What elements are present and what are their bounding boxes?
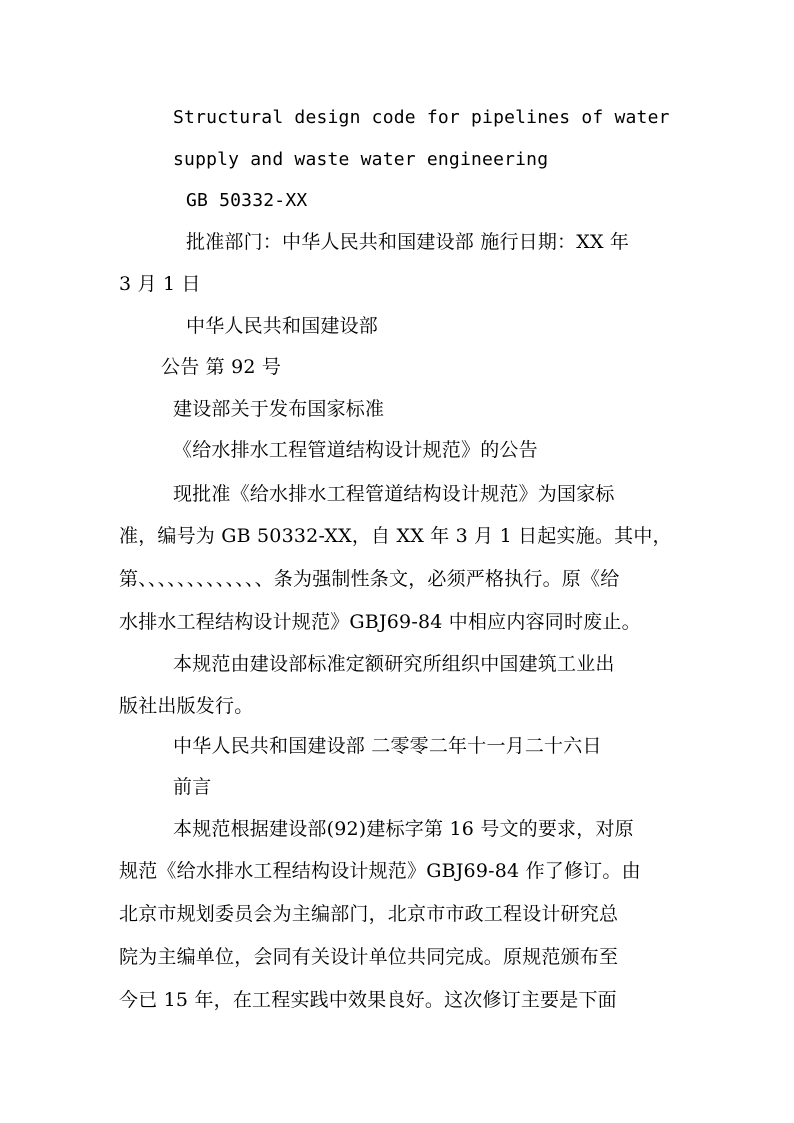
signature-line: 中华人民共和国建设部 二零零二年十一月二十六日 <box>173 735 602 757</box>
paragraph-1-line-1: 现批准《给水排水工程管道结构设计规范》为国家标 <box>173 483 615 505</box>
paragraph-2-line-1: 本规范由建设部标准定额研究所组织中国建筑工业出 <box>173 653 615 675</box>
notice-title-line-2: 《给水排水工程管道结构设计规范》的公告 <box>173 439 538 461</box>
announcement-number: 公告 第 92 号 <box>161 356 282 378</box>
paragraph-3-line-2: 规范《给水排水工程结构设计规范》GBJ69-84 作了修订。由 <box>119 860 641 882</box>
paragraph-2-line-2: 版社出版发行。 <box>119 695 254 717</box>
preface-heading: 前言 <box>173 776 212 798</box>
paragraph-1-line-2: 准，编号为 GB 50332-XX，自 XX 年 3 月 1 日起实施。其中， <box>119 525 672 547</box>
paragraph-1-line-4: 水排水工程结构设计规范》GBJ69-84 中相应内容同时废止。 <box>119 611 641 633</box>
issuer: 中华人民共和国建设部 <box>186 315 379 337</box>
approval-line-1: 批准部门：中华人民共和国建设部 施行日期：XX 年 <box>186 231 630 253</box>
paragraph-1-line-3: 第、、、、、、、、、、、、、条为强制性条文，必须严格执行。原《给 <box>119 568 620 590</box>
english-title-line-1: Structural design code for pipelines of water <box>173 107 670 128</box>
notice-title-line-1: 建设部关于发布国家标准 <box>173 398 385 420</box>
paragraph-3-line-1: 本规范根据建设部(92)建标字第 16 号文的要求，对原 <box>173 818 634 840</box>
paragraph-3-line-5: 今已 15 年，在工程实践中效果良好。这次修订主要是下面 <box>119 989 617 1011</box>
paragraph-3-line-4: 院为主编单位，会同有关设计单位共同完成。原规范颁布至 <box>119 946 619 968</box>
english-title-line-2: supply and waste water engineering <box>173 149 549 170</box>
approval-line-2: 3 月 1 日 <box>119 273 201 295</box>
paragraph-3-line-3: 北京市规划委员会为主编部门，北京市市政工程设计研究总 <box>119 903 619 925</box>
standard-code: GB 50332-XX <box>186 190 308 211</box>
